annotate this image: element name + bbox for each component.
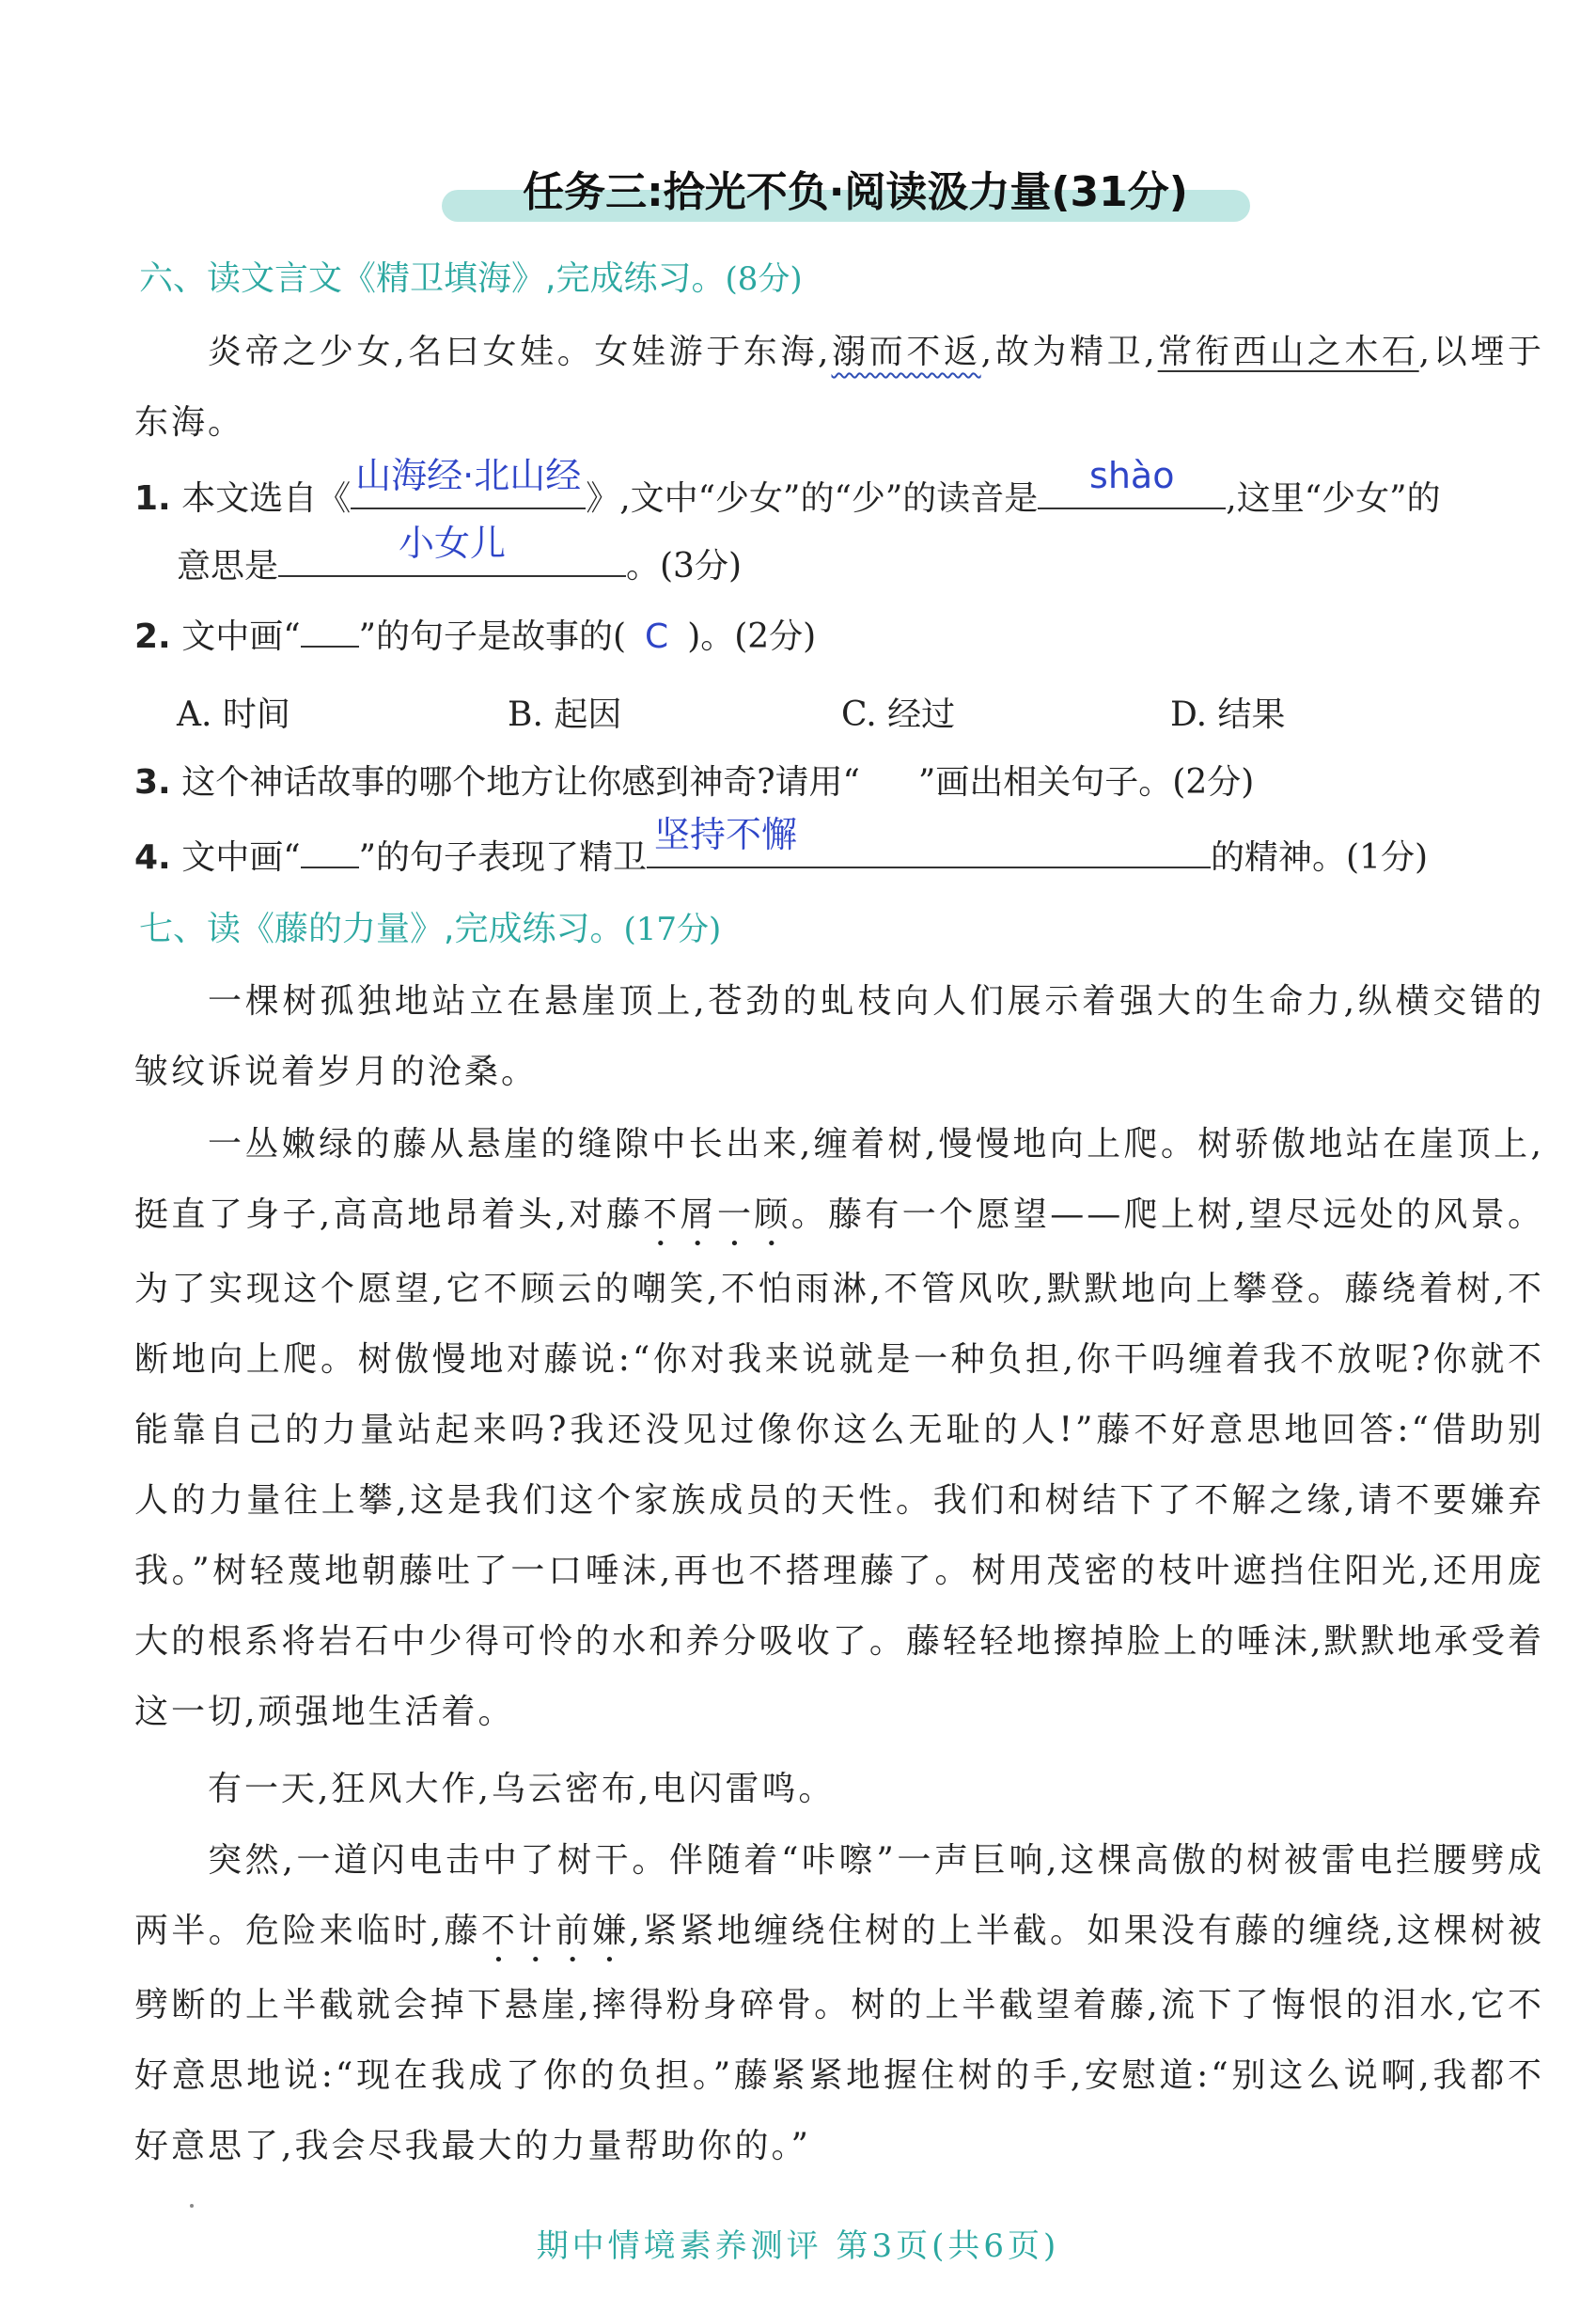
task-title: 任务三:拾光不负·阅读汲力量(31分) [523, 168, 1188, 216]
q4-answer: 坚持不懈 [654, 814, 798, 855]
q2-option-c: C. 经过 [841, 695, 956, 734]
page-footer: 期中情境素养测评 第3页(共6页) [536, 2227, 1060, 2265]
section-6-passage [134, 317, 1544, 458]
q1-answer-source: 山海经·北山经 [355, 455, 582, 496]
q1-text-4: 意思是 [177, 547, 279, 586]
section-6-heading [139, 252, 803, 300]
passage-text-2: ,故为精卫, [980, 333, 1158, 371]
wavy-line-symbol [860, 757, 918, 785]
passage-text-3: ,以堙于东海。 [134, 333, 1544, 442]
q2-number: 2. [134, 617, 171, 656]
q1-text-3: ,这里“少女”的 [1226, 479, 1441, 518]
section-7-title: 七、读《藤的力量》,完成练习。 [139, 910, 624, 948]
question-3 [134, 757, 1254, 809]
q1-number: 1. [134, 479, 171, 518]
passage-text-1: 炎帝之少女,名曰女娃。女娃游于东海, [208, 333, 832, 371]
stray-dot [190, 2204, 194, 2208]
q2-option-a: A. 时间 [177, 695, 290, 734]
q4-number: 4. [134, 838, 171, 877]
q1-answer-pinyin: shào [1089, 455, 1175, 496]
section-6-title: 六、读文言文《精卫填海》,完成练习。 [139, 259, 726, 298]
q1-text-1: 本文选自《 [181, 479, 352, 518]
straight-underlined-phrase: 常衔西山之木石 [1157, 333, 1419, 371]
wavy-underlined-phrase: 溺而不返 [831, 333, 981, 371]
q1-text-5: 。(3分) [626, 547, 743, 586]
para2-text-2: 。藤有一个愿望——爬上树,望尽远处的风景。为了实现这个愿望,它不顾云的嘲笑,不怕雨淋,不管风吹,默默地向上攀登。藤绕着树,不断地向上爬。树傲慢地对藤说:“你对我来说就是一种负担,你干吗缠着我不放呢?你就不能靠自己的力量站起来吗?我还没见过像你这么无耻的人!”藤不好意思地回答:“借助别人的力量往上攀,这是我们这个家族成员的天性。我们和树结下了不解之缘,请不要嫌弃我。”树轻蔑地朝藤吐了一口唾沫,再也不搭理藤了。树用茂密的枝叶遮挡住阳光,还用庞大的根系将岩石中少得可怜的水和养分吸收了。藤轻轻地擦掉脸上的唾沫,默默地承受着这一切,顽强地生活着。 [134, 1195, 1544, 1731]
para2-text-1: 一丛嫩绿的藤从悬崖的缝隙中长出来,缠着树,慢慢地向上爬。树骄傲地站在崖顶上,挺直了身子,高高地昂着头,对藤 [134, 1125, 1544, 1234]
para4-text-1: 突然,一道闪电击中了树干。伴随着“咔嚓”一声巨响,这棵高傲的树被雷电拦腰劈成两半。危险来临时,藤 [134, 1841, 1544, 1950]
straight-line-symbol [301, 617, 359, 648]
section-7-points: (17分) [623, 911, 722, 948]
q1-text-2: 》,文中“少女”的“少”的读音是 [586, 479, 1039, 518]
story-paragraph-2 [134, 1109, 1544, 1747]
story-paragraph-3: 有一天,狂风大作,乌云密布,电闪雷鸣。 [208, 1770, 836, 1808]
dotted-phrase-1: 不屑一顾 [643, 1195, 791, 1234]
q1-answer-blank-pinyin[interactable] [1038, 455, 1226, 509]
story-paragraph-1: 一棵树孤独地站立在悬崖顶上,苍劲的虬枝向人们展示着强大的生命力,纵横交错的皱纹诉说着岁月的沧桑。 [134, 982, 1544, 1091]
question-1-line-2 [177, 523, 743, 593]
task-title-banner [442, 158, 1250, 224]
q1-answer-meaning: 小女儿 [399, 523, 507, 564]
q2-text-2: ”的句子是故事的( [358, 617, 627, 656]
section-7-heading [139, 902, 721, 950]
q4-text-1: 文中画“ [181, 838, 301, 877]
para4-text-2: ,紧紧地缠绕住树的上半截。如果没有藤的缠绕,这棵树被劈断的上半截就会掉下悬崖,摔得粉身碎骨。树的上半截望着藤,流下了悔恨的泪水,它不好意思地说:“现在我成了你的负担。”藤紧紧地握住树的手,安慰道:“别这么说啊,我都不好意思了,我会尽我最大的力量帮助你的。” [134, 1912, 1544, 2165]
question-4 [134, 814, 1428, 884]
q2-option-b: B. 起因 [508, 695, 622, 734]
q4-text-2: ”的句子表现了精卫 [358, 838, 647, 877]
q4-answer-blank[interactable] [647, 814, 1211, 868]
q3-text-1: 这个神话故事的哪个地方让你感到神奇?请用“ [181, 763, 860, 802]
q2-text-1: 文中画“ [181, 617, 301, 656]
q3-text-2: ”画出相关句子。(2分) [917, 763, 1255, 802]
q2-text-3: )。(2分) [687, 617, 817, 656]
dotted-phrase-2: 不计前嫌 [480, 1912, 630, 1950]
q3-number: 3. [134, 763, 171, 802]
q1-answer-blank-source[interactable] [351, 455, 586, 509]
q1-answer-blank-meaning[interactable] [278, 523, 626, 577]
story-paragraph-4 [134, 1825, 1544, 2181]
q4-text-3: 的精神。(1分) [1211, 838, 1428, 877]
section-6-points: (8分) [725, 260, 803, 298]
straight-line-symbol [301, 838, 359, 868]
q2-answer[interactable]: C [645, 617, 669, 656]
q2-option-d: D. 结果 [1170, 695, 1286, 734]
question-2 [134, 611, 816, 664]
